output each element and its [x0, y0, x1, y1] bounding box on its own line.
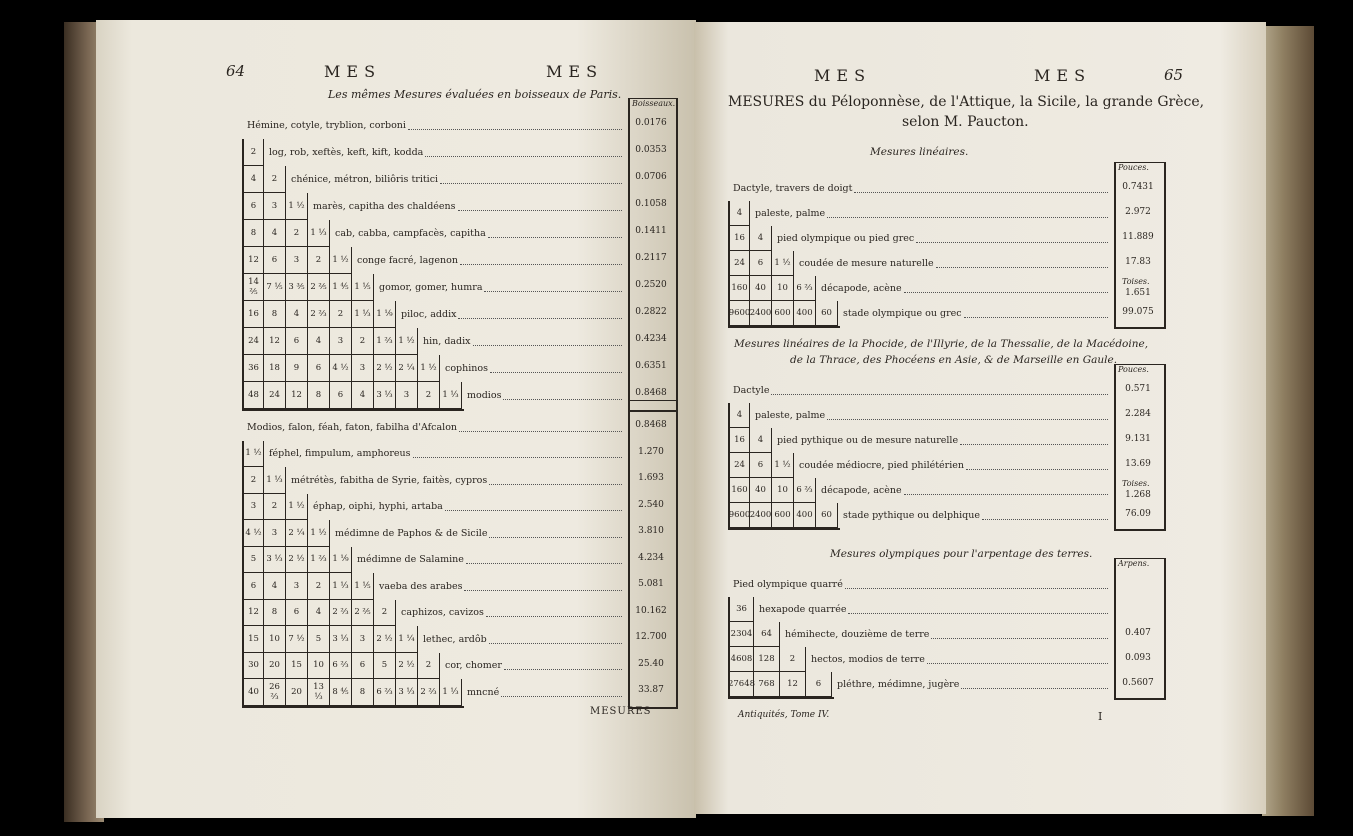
- measure-name: féphel, fimpulum, amphoreus: [269, 448, 411, 460]
- measure-name: coudée médiocre, pied philétérien: [799, 460, 964, 471]
- measure-name: pléthre, médimne, jugère: [837, 679, 960, 690]
- ratio-cell: 10: [308, 653, 330, 680]
- ratio-cell: 12: [286, 382, 308, 409]
- ratio-cell: 3: [242, 494, 264, 521]
- measure-name: log, rob, xeftès, keft, kift, kodda: [269, 147, 424, 158]
- measure-name: paleste, palme: [755, 208, 826, 219]
- measure-value: 0.8468: [635, 388, 667, 398]
- table-rule: [728, 326, 840, 328]
- measure-row: [821, 276, 1110, 301]
- measure-row: [733, 176, 1110, 201]
- ratio-cell: 600: [772, 503, 794, 528]
- measure-name: décapode, acène: [821, 485, 902, 496]
- measure-row: [811, 647, 1110, 672]
- measure-row: [755, 201, 1110, 226]
- ratio-cell: 160: [728, 276, 750, 301]
- ratio-cell: 128: [754, 647, 780, 672]
- measure-row: [423, 626, 624, 653]
- running-head-right: MES: [546, 62, 604, 81]
- measure-value: 0.4234: [635, 334, 667, 344]
- ratio-cell: 4: [352, 382, 374, 409]
- ratio-cell: 40: [242, 679, 264, 706]
- ratio-cell: 16: [242, 301, 264, 328]
- page-title-line2: selon M. Paucton.: [902, 114, 1029, 130]
- measure-value: 0.8468: [635, 420, 667, 430]
- ratio-cell: 6: [286, 600, 308, 627]
- left-page: [96, 20, 696, 818]
- table-rule: [728, 528, 840, 530]
- ratio-cell: 4: [286, 301, 308, 328]
- page-number: 64: [226, 62, 246, 80]
- ratio-cell: 1 ⅑: [330, 547, 352, 574]
- measure-value: 99.075: [1122, 307, 1154, 317]
- ratio-cell: 4: [308, 328, 330, 355]
- ratio-cell: 3: [264, 520, 286, 547]
- ratio-cell: 2: [780, 647, 806, 672]
- ratio-cell: 1 ½: [286, 193, 308, 220]
- ratio-cell: 2 ¼: [396, 355, 418, 382]
- ratio-cell: 2: [242, 139, 264, 166]
- ratio-cell: 12: [242, 600, 264, 627]
- ratio-cell: 3: [330, 328, 352, 355]
- ratio-cell: 1 ½: [308, 520, 330, 547]
- ratio-cell: 9600: [728, 301, 750, 326]
- measure-value: 0.093: [1125, 653, 1151, 663]
- ratio-cell: 12: [264, 328, 286, 355]
- ratio-cell: 6 ⅔: [794, 478, 816, 503]
- ratio-cell: 768: [754, 672, 780, 697]
- ratio-cell: 600: [772, 301, 794, 326]
- measure-value: 1.268: [1125, 490, 1151, 500]
- ratio-cell: 8: [352, 679, 374, 706]
- ratio-cell: 3 ⅓: [264, 547, 286, 574]
- ratio-cell: 12: [242, 247, 264, 274]
- ratio-cell: 36: [728, 597, 754, 622]
- ratio-cell: 6: [308, 355, 330, 382]
- measure-name: mncné: [467, 686, 500, 698]
- ratio-cell: 1 ¼: [396, 626, 418, 653]
- measure-value: 2.540: [638, 499, 664, 510]
- ratio-cell: 4: [264, 573, 286, 600]
- measure-row: [291, 166, 624, 193]
- measure-value: 0.0176: [635, 118, 667, 128]
- unit-header: Pouces.: [1118, 365, 1149, 374]
- measure-value: 0.571: [1125, 384, 1151, 394]
- ratio-cell: 3 ⅓: [374, 382, 396, 409]
- ratio-cell: 2: [374, 600, 396, 627]
- ratio-cell: 4: [308, 600, 330, 627]
- measure-row: [247, 414, 624, 441]
- ratio-cell: 8 ⅘: [330, 679, 352, 706]
- book-cover-right: [1262, 26, 1314, 816]
- ratio-cell: 1 ⅕: [352, 274, 374, 301]
- measure-name: décapode, acène: [821, 283, 902, 294]
- ratio-cell: 1 ⅔: [308, 547, 330, 574]
- measure-row: [843, 503, 1110, 528]
- measure-name: marès, capitha des chaldéens: [313, 201, 456, 212]
- ratio-cell: 6: [750, 453, 772, 478]
- measure-row: [313, 193, 624, 220]
- measure-name: Dactyle, travers de doigt: [733, 183, 853, 194]
- measure-name: hémihecte, douzième de terre: [785, 629, 930, 640]
- measure-value: 12.700: [635, 632, 667, 642]
- ratio-cell: 30: [242, 653, 264, 680]
- ratio-cell: 2 ⅖: [352, 600, 374, 627]
- measure-row: [445, 653, 624, 680]
- measure-value: 1.693: [638, 473, 664, 483]
- ratio-cell: 6 ⅔: [374, 679, 396, 706]
- section-caption-line2: de la Thrace, des Phocéens en Asie, & de Marseille en Gaule.: [790, 354, 1118, 366]
- measure-row: [423, 328, 624, 355]
- ratio-cell: 400: [794, 301, 816, 326]
- measure-value: 33.87: [638, 685, 664, 695]
- measure-row: [785, 622, 1110, 647]
- measure-row: [401, 301, 624, 328]
- ratio-cell: 64: [754, 622, 780, 647]
- section-caption: Mesures linéaires de la Phocide, de l'Illyrie, de la Thessalie, de la Macédoine,: [734, 338, 1149, 350]
- measure-name: coudée de mesure naturelle: [799, 258, 934, 269]
- table-rule: [242, 706, 464, 708]
- measure-name: Modios, falon, féah, faton, fabilha d'Afcalon: [247, 421, 458, 433]
- ratio-cell: 1 ½: [242, 441, 264, 468]
- ratio-cell: 2: [286, 220, 308, 247]
- ratio-cell: 3: [396, 382, 418, 409]
- measure-row: [733, 572, 1110, 597]
- ratio-cell: 4608: [728, 647, 754, 672]
- measure-row: [843, 301, 1110, 326]
- measure-value: 5.081: [638, 579, 664, 589]
- ratio-cell: 24: [728, 251, 750, 276]
- unit-label: Toises.: [1122, 277, 1150, 286]
- measure-name: modios: [467, 390, 502, 401]
- ratio-cell: 14 ⅖: [242, 274, 264, 301]
- ratio-cell: 2 ½: [396, 653, 418, 680]
- footer-volume: Antiquités, Tome IV.: [738, 710, 830, 720]
- ratio-cell: 2400: [750, 503, 772, 528]
- ratio-cell: 10: [772, 276, 794, 301]
- ratio-cell: 2 ⅔: [330, 600, 352, 627]
- ratio-cell: 1 ½: [286, 494, 308, 521]
- measure-name: cab, cabba, campfacès, capitha: [335, 228, 486, 239]
- measure-name: paleste, palme: [755, 410, 826, 421]
- running-head-left: MES: [324, 62, 382, 81]
- ratio-cell: 3 ⅗: [286, 274, 308, 301]
- ratio-cell: 2304: [728, 622, 754, 647]
- measure-row: [821, 478, 1110, 503]
- ratio-cell: 6: [242, 193, 264, 220]
- ratio-cell: 36: [242, 355, 264, 382]
- measure-row: [799, 453, 1110, 478]
- ratio-cell: 3 ⅓: [396, 679, 418, 706]
- measure-name: cor, chomer: [445, 660, 502, 672]
- ratio-cell: 2: [330, 301, 352, 328]
- ratio-cell: 7 ⅕: [264, 274, 286, 301]
- ratio-cell: 10: [264, 626, 286, 653]
- ratio-cell: 4: [264, 220, 286, 247]
- ratio-cell: 2 ¼: [286, 520, 308, 547]
- ratio-cell: 2: [308, 247, 330, 274]
- ratio-cell: 1 ½: [772, 453, 794, 478]
- ratio-cell: 3: [286, 573, 308, 600]
- measure-name: cophinos: [445, 363, 488, 374]
- ratio-cell: 2 ½: [374, 626, 396, 653]
- measure-name: hectos, modios de terre: [811, 654, 925, 665]
- ratio-cell: 27648: [728, 672, 754, 697]
- ratio-cell: 24: [264, 382, 286, 409]
- measure-value: 4.234: [638, 552, 664, 563]
- measure-row: [755, 403, 1110, 428]
- ratio-cell: 12: [780, 672, 806, 697]
- measure-name: lethec, ardôb: [423, 633, 487, 645]
- measure-value: 0.1411: [635, 226, 667, 236]
- ratio-cell: 4: [750, 428, 772, 453]
- ratio-cell: 4: [728, 201, 750, 226]
- ratio-cell: 10: [772, 478, 794, 503]
- unit-header: Pouces.: [1118, 163, 1149, 172]
- measure-row: [401, 600, 624, 627]
- ratio-cell: 3 ⅓: [330, 626, 352, 653]
- measure-row: [269, 139, 624, 166]
- ratio-cell: 6: [264, 247, 286, 274]
- ratio-cell: 26 ⅔: [264, 679, 286, 706]
- measure-name: Dactyle: [733, 385, 770, 396]
- ratio-cell: 4 ½: [330, 355, 352, 382]
- measure-row: [467, 382, 624, 409]
- measure-name: métrétès, fabitha de Syrie, faitès, cypros: [291, 474, 488, 486]
- ratio-cell: 4 ½: [242, 520, 264, 547]
- signature-mark: I: [1098, 710, 1103, 723]
- ratio-cell: 1 ½: [772, 251, 794, 276]
- measure-row: [247, 112, 624, 139]
- ratio-cell: 2 ⅖: [308, 274, 330, 301]
- ratio-cell: 2: [418, 653, 440, 680]
- page-title: MESURES du Péloponnèse, de l'Attique, la Sicile, la grande Grèce,: [728, 94, 1205, 110]
- measure-value: 0.0706: [635, 172, 667, 182]
- ratio-cell: 1 ⅘: [330, 274, 352, 301]
- measure-name: hexapode quarrée: [759, 604, 847, 615]
- measure-name: stade pythique ou delphique: [843, 510, 981, 521]
- measure-row: [335, 520, 624, 547]
- unit-header: Boisseaux.: [632, 99, 676, 108]
- ratio-cell: 2: [264, 166, 286, 193]
- ratio-cell: 60: [816, 301, 838, 326]
- ratio-cell: 160: [728, 478, 750, 503]
- ratio-cell: 2: [308, 573, 330, 600]
- measure-value: 0.2117: [635, 253, 667, 263]
- measure-name: pied pythique ou de mesure naturelle: [777, 435, 959, 446]
- measure-value: 3.810: [638, 526, 664, 536]
- ratio-cell: 40: [750, 276, 772, 301]
- measure-value: 2.284: [1125, 409, 1151, 419]
- measure-value: 76.09: [1125, 509, 1151, 519]
- ratio-cell: 24: [242, 328, 264, 355]
- measure-row: [467, 679, 624, 706]
- measure-name: Pied olympique quarré: [733, 579, 843, 590]
- ratio-cell: 1 ½: [418, 355, 440, 382]
- unit-label: Toises.: [1122, 479, 1150, 488]
- section-caption: Mesures olympiques pour l'arpentage des terres.: [830, 548, 1093, 560]
- ratio-cell: 48: [242, 382, 264, 409]
- unit-header: Arpens.: [1118, 559, 1150, 568]
- measure-name: gomor, gomer, humra: [379, 282, 483, 293]
- right-page: [694, 22, 1266, 814]
- measure-value: 0.1058: [635, 199, 667, 209]
- measure-name: Hémine, cotyle, tryblion, corboni: [247, 120, 406, 131]
- ratio-cell: 8: [264, 600, 286, 627]
- ratio-cell: 6: [286, 328, 308, 355]
- ratio-cell: 60: [816, 503, 838, 528]
- ratio-cell: 2: [264, 494, 286, 521]
- ratio-cell: 6 ⅔: [330, 653, 352, 680]
- ratio-cell: 1 ⅓: [330, 573, 352, 600]
- ratio-cell: 2 ½: [374, 355, 396, 382]
- ratio-cell: 40: [750, 478, 772, 503]
- measure-row: [837, 672, 1110, 697]
- measure-value: 9.131: [1125, 434, 1151, 444]
- table-rule: [728, 697, 834, 699]
- measure-name: éphap, oiphi, hyphi, artaba: [313, 501, 443, 513]
- ratio-cell: 7 ½: [286, 626, 308, 653]
- ratio-cell: 4: [750, 226, 772, 251]
- ratio-cell: 9: [286, 355, 308, 382]
- measure-row: [799, 251, 1110, 276]
- measure-name: chénice, métron, biliôris tritici: [291, 174, 439, 185]
- ratio-cell: 3: [352, 626, 374, 653]
- measure-row: [379, 573, 624, 600]
- page-number: 65: [1164, 66, 1184, 84]
- measure-name: conge facré, lagenon: [357, 255, 458, 266]
- ratio-cell: 1 ⅓: [440, 679, 462, 706]
- ratio-cell: 4: [242, 166, 264, 193]
- measure-value: 13.69: [1125, 459, 1151, 469]
- ratio-cell: 1 ⅔: [374, 328, 396, 355]
- ratio-cell: 13 ⅓: [308, 679, 330, 706]
- measure-row: [357, 247, 624, 274]
- ratio-cell: 15: [242, 626, 264, 653]
- measure-value: 2.972: [1125, 207, 1151, 217]
- ratio-cell: 9600: [728, 503, 750, 528]
- ratio-cell: 20: [264, 653, 286, 680]
- ratio-cell: 15: [286, 653, 308, 680]
- ratio-cell: 1 ⅑: [374, 301, 396, 328]
- ratio-cell: 2400: [750, 301, 772, 326]
- measure-value: 10.162: [635, 605, 667, 616]
- ratio-cell: 16: [728, 428, 750, 453]
- measure-name: médimne de Salamine: [357, 554, 464, 566]
- ratio-cell: 6: [330, 382, 352, 409]
- ratio-cell: 16: [728, 226, 750, 251]
- ratio-cell: 1 ⅓: [352, 301, 374, 328]
- ratio-cell: 2: [352, 328, 374, 355]
- ratio-cell: 6: [242, 573, 264, 600]
- ratio-cell: 3: [352, 355, 374, 382]
- measure-name: vaeba des arabes: [379, 580, 463, 592]
- measure-value: 11.889: [1122, 232, 1154, 242]
- running-head-right: MES: [1034, 66, 1092, 85]
- measure-row: [313, 494, 624, 521]
- ratio-cell: 8: [264, 301, 286, 328]
- measure-row: [777, 428, 1110, 453]
- ratio-cell: 2 ⅔: [308, 301, 330, 328]
- ratio-cell: 2: [418, 382, 440, 409]
- ratio-cell: 5: [242, 547, 264, 574]
- measure-value: 17.83: [1125, 257, 1151, 267]
- measure-value: 0.5607: [1122, 678, 1154, 688]
- measure-value: 0.2520: [635, 280, 667, 290]
- ratio-cell: 1 ⅓: [440, 382, 462, 409]
- running-head-left: MES: [814, 66, 872, 85]
- ratio-cell: 1 ⅓: [308, 220, 330, 247]
- ratio-cell: 20: [286, 679, 308, 706]
- ratio-cell: 400: [794, 503, 816, 528]
- ratio-cell: 18: [264, 355, 286, 382]
- measure-row: [357, 547, 624, 574]
- ratio-cell: 6: [352, 653, 374, 680]
- measure-value: 0.2822: [635, 307, 667, 317]
- measure-row: [269, 441, 624, 468]
- ratio-cell: 6: [750, 251, 772, 276]
- measure-name: hin, dadix: [423, 336, 471, 347]
- ratio-cell: 3: [286, 247, 308, 274]
- ratio-cell: 6: [806, 672, 832, 697]
- measure-value: 0.0353: [635, 145, 667, 155]
- section-caption: Mesures linéaires.: [870, 146, 969, 158]
- ratio-cell: 1 ⅓: [264, 467, 286, 494]
- measure-value: 1.651: [1125, 288, 1151, 298]
- measure-row: [291, 467, 624, 494]
- measure-name: médimne de Paphos & de Sicile: [335, 527, 488, 539]
- ratio-cell: 1 ½: [396, 328, 418, 355]
- measure-name: caphizos, cavizos: [401, 607, 484, 619]
- measure-row: [379, 274, 624, 301]
- ratio-cell: 1 ½: [330, 247, 352, 274]
- ratio-cell: 4: [728, 403, 750, 428]
- table-caption: Les mêmes Mesures évaluées en boisseaux de Paris.: [328, 88, 622, 101]
- measure-row: [733, 378, 1110, 403]
- measure-name: piloc, addix: [401, 309, 457, 320]
- measure-value: 0.407: [1125, 628, 1151, 638]
- measure-value: 0.6351: [635, 361, 667, 371]
- measure-row: [445, 355, 624, 382]
- ratio-cell: 5: [374, 653, 396, 680]
- measure-row: [759, 597, 1110, 622]
- ratio-cell: 2 ⅔: [418, 679, 440, 706]
- measure-value: 0.7431: [1122, 182, 1154, 192]
- ratio-cell: 6 ⅔: [794, 276, 816, 301]
- ratio-cell: 3: [264, 193, 286, 220]
- measure-row: [335, 220, 624, 247]
- measure-value: 25.40: [638, 658, 664, 669]
- ratio-cell: 8: [242, 220, 264, 247]
- table-rule: [242, 409, 464, 411]
- ratio-cell: 8: [308, 382, 330, 409]
- measure-name: pied olympique ou pied grec: [777, 233, 915, 244]
- measure-value: 1.270: [638, 446, 664, 457]
- measure-row: [777, 226, 1110, 251]
- catchword: MESURES: [590, 706, 652, 717]
- ratio-cell: 24: [728, 453, 750, 478]
- measure-name: stade olympique ou grec: [843, 308, 962, 319]
- ratio-cell: 2 ½: [286, 547, 308, 574]
- ratio-cell: 1 ⅕: [352, 573, 374, 600]
- ratio-cell: 2: [242, 467, 264, 494]
- ratio-cell: 5: [308, 626, 330, 653]
